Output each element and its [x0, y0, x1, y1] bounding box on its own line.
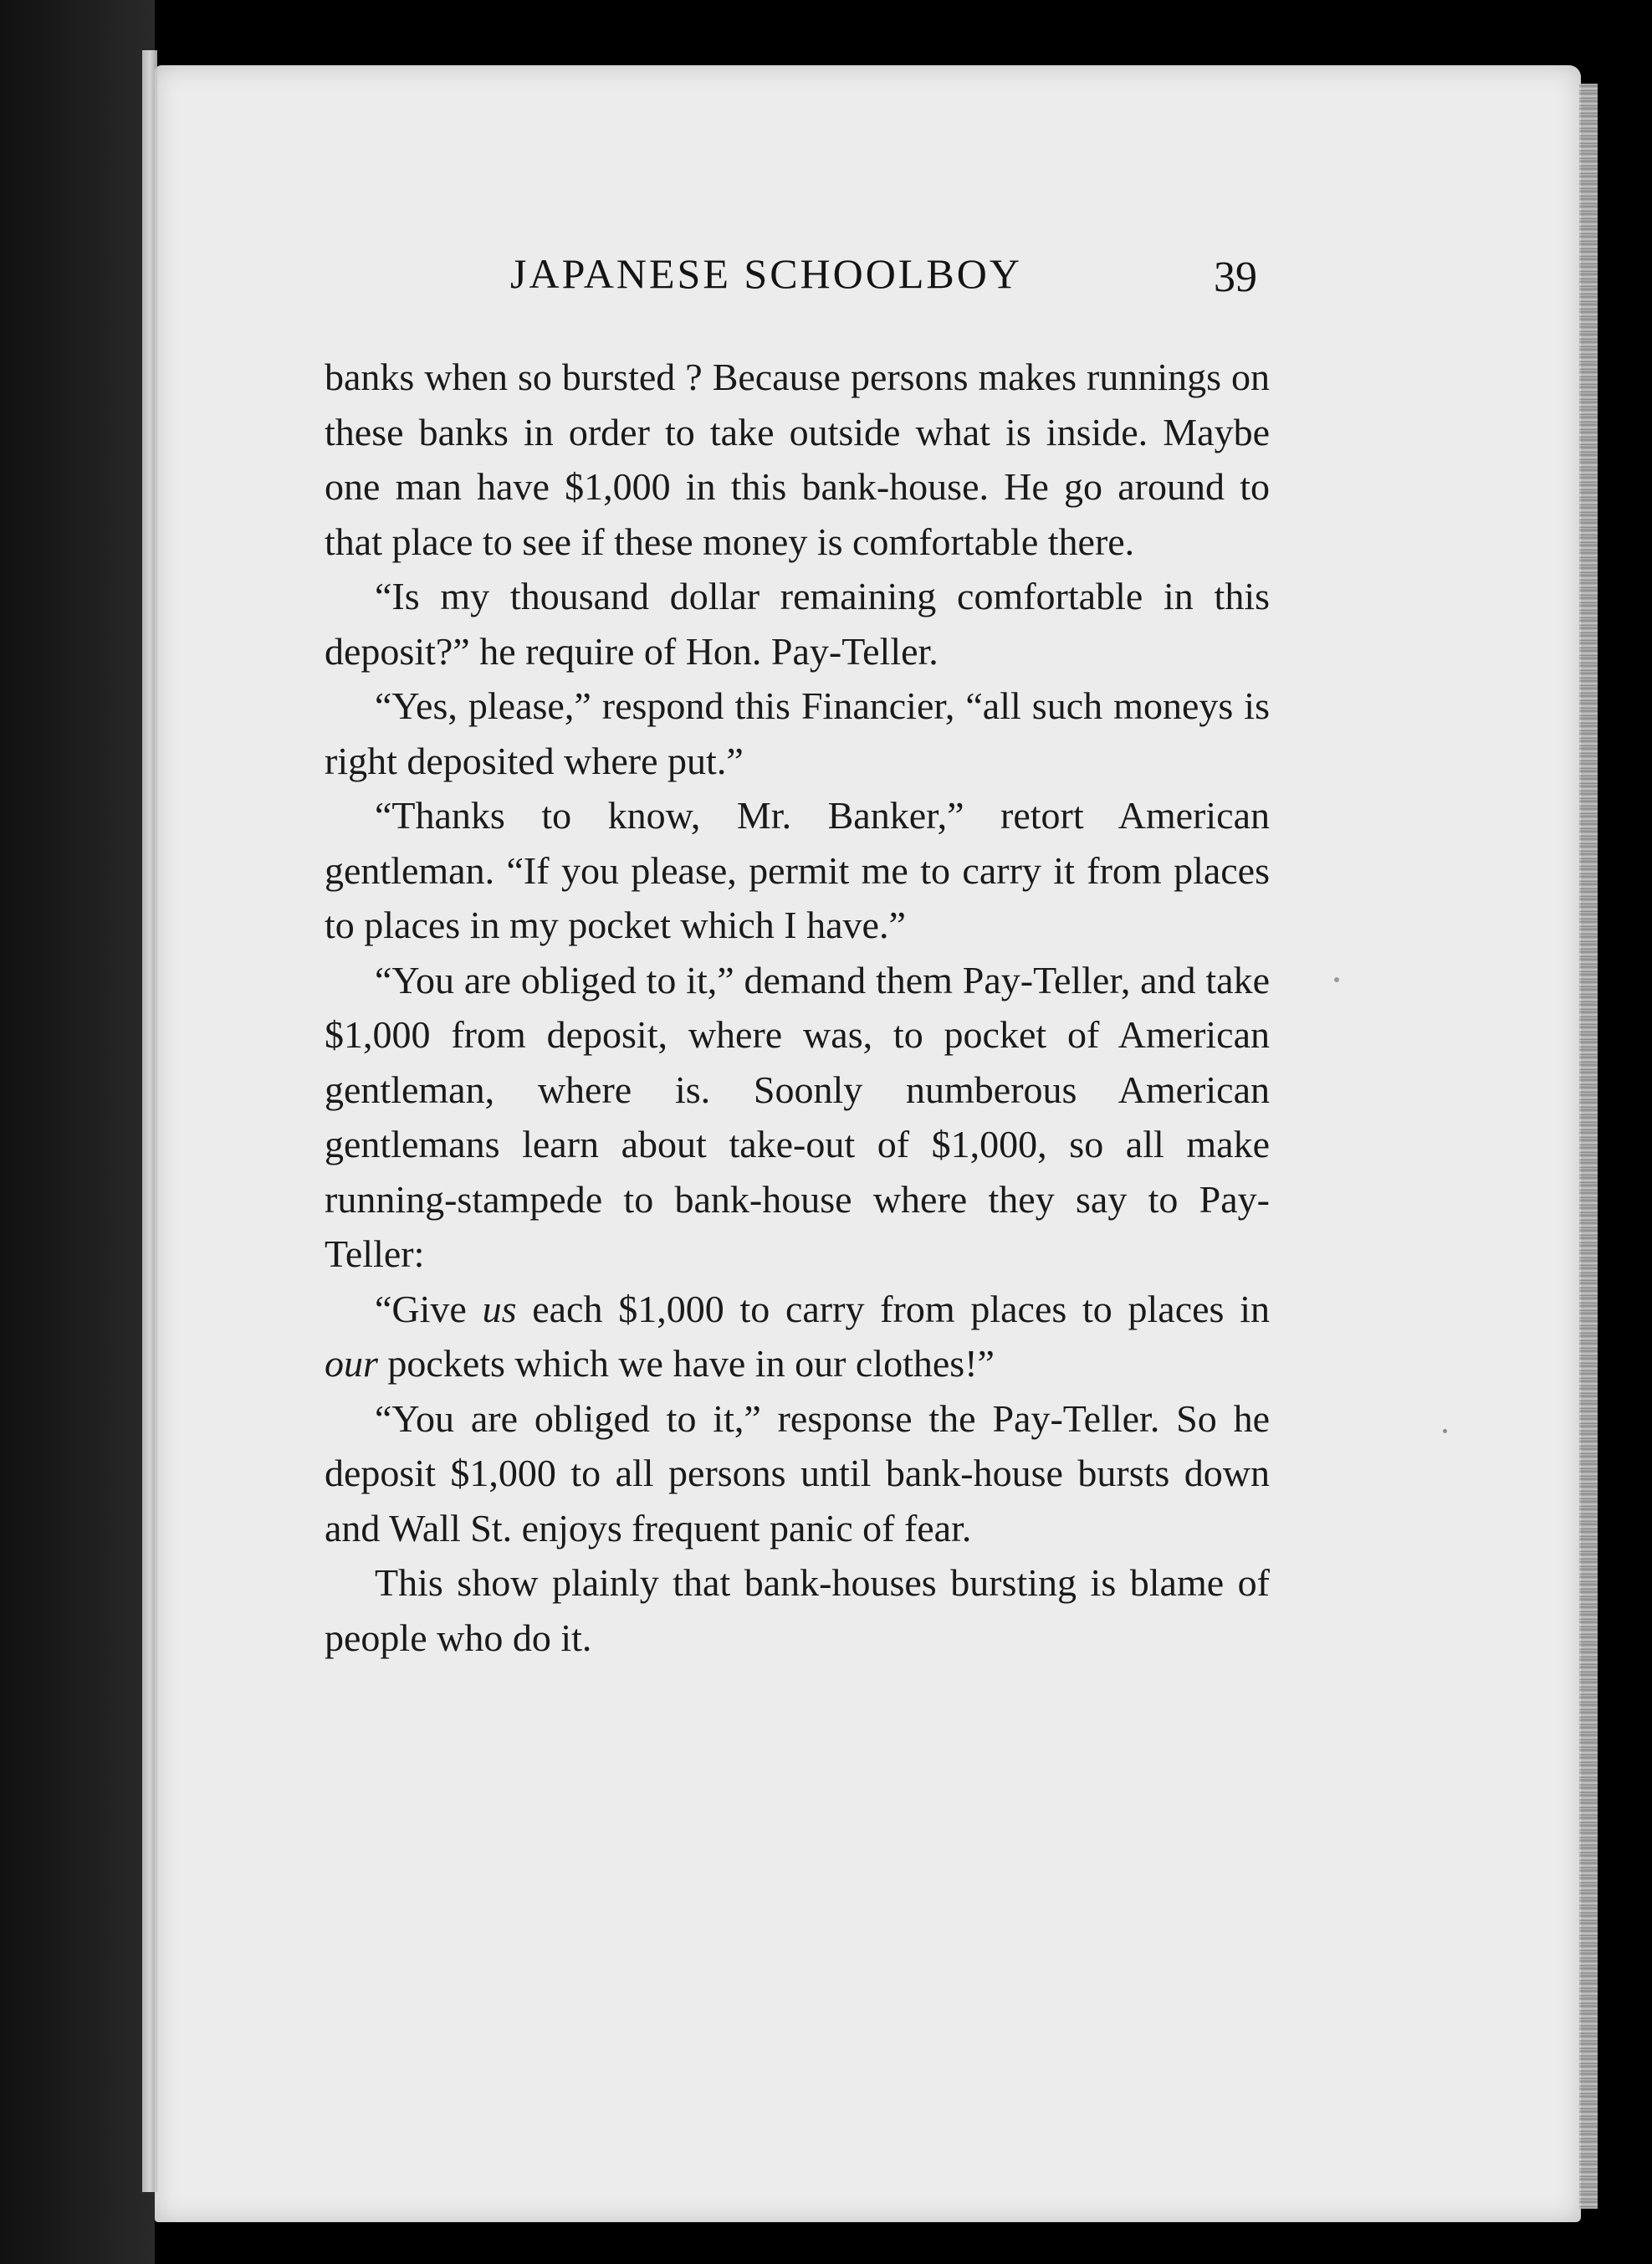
paragraph	[325, 1282, 1270, 1391]
paragraph	[325, 679, 1270, 788]
text-run: each $1,000 to carry from places to places in	[516, 1287, 1270, 1330]
page-fore-edge	[1579, 84, 1598, 2209]
paragraph	[325, 1555, 1270, 1665]
text-run: “Give	[375, 1287, 483, 1330]
text-run: “You are obliged to it,” response the Pay-Teller. So he deposit $1,000 to all persons until bank-house bursts down and Wall St. enjoys frequent panic of fear.	[325, 1396, 1270, 1549]
text-run: banks when so bursted ? Because persons makes runnings on these banks in order to take outside what is inside. Maybe one man have $1,000 in this bank-house. He go around to that place to see if these money is comfortable there.	[325, 356, 1270, 563]
scan-background-left	[0, 0, 155, 2264]
paragraph	[325, 1391, 1270, 1556]
text-run: This show plainly that bank-houses bursting is blame of people who do it.	[325, 1561, 1270, 1659]
paragraph	[325, 569, 1270, 679]
paragraph	[325, 953, 1270, 1282]
paragraph	[325, 788, 1270, 953]
italic-text: us	[482, 1287, 517, 1330]
text-run: pockets which we have in our clothes!”	[377, 1342, 995, 1385]
running-head-title: JAPANESE SCHOOLBOY	[510, 250, 1022, 297]
book-spine-edge	[142, 50, 157, 2192]
text-run: “You are obliged to it,” demand them Pay-Teller, and take $1,000 from deposit, where was, to pocket of American gentleman, where is. Soonly numberous American gentlemans learn about take-out of $1,000, so all make running-stampede to bank-house where they say to Pay-Teller:	[325, 958, 1270, 1275]
text-run: “Yes, please,” respond this Financier, “all such moneys is right deposited where put.”	[325, 684, 1270, 782]
paragraph	[325, 350, 1270, 569]
text-run: “Is my thousand dollar remaining comfortable in this deposit?” he require of Hon. Pay-Teller.	[325, 575, 1270, 673]
body-text	[325, 350, 1270, 1665]
italic-text: our	[325, 1342, 378, 1385]
running-head	[155, 243, 1581, 310]
page-number: 39	[1214, 254, 1257, 301]
text-run: “Thanks to know, Mr. Banker,” retort American gentleman. “If you please, permit me to carry it from places to places in my pocket which I have.”	[325, 794, 1270, 946]
page-speck	[1443, 1429, 1447, 1433]
page-speck	[1334, 977, 1339, 982]
